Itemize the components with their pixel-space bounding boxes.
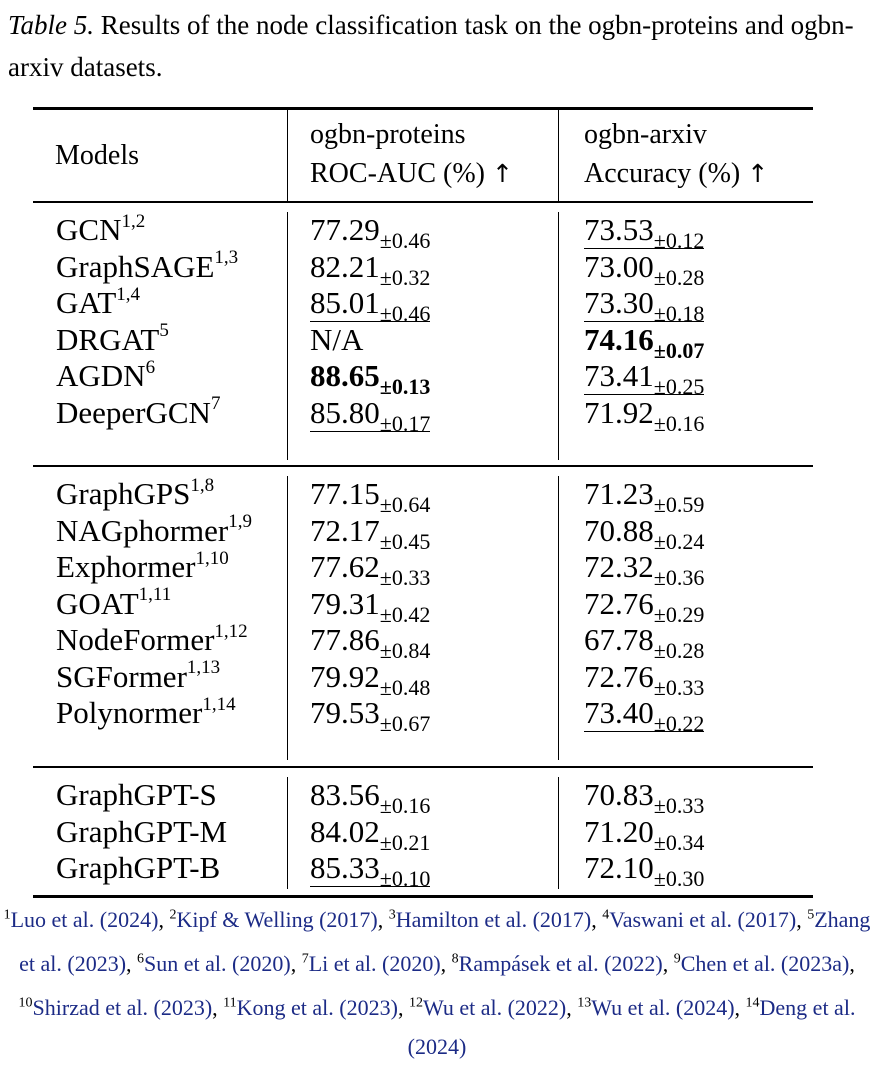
proteins-score: N/A [310, 321, 364, 357]
up-arrow-icon: ↑ [492, 159, 513, 188]
column-divider [287, 777, 288, 889]
proteins-score: $83.56_{\pm 0.16}$ [310, 777, 431, 818]
model-citation: 1,8 [190, 474, 215, 496]
model-name: SGFormer$^{1,13}$ [56, 657, 221, 694]
footnote: $^{10}$Shirzad et al. (2023) [18, 994, 213, 1020]
model-name: GraphGPT-S [56, 777, 217, 812]
model-name: GraphGPT-B [56, 850, 221, 885]
model-name: GOAT$^{1,11}$ [56, 584, 172, 621]
model-citation: 1,14 [202, 693, 236, 715]
footnote: $^7$Li et al. (2020) [301, 951, 441, 977]
citation-link[interactable]: Chen et al. (2023a) [680, 951, 850, 977]
proteins-score: $85.01_{\pm 0.46}$ [310, 285, 431, 326]
caption-text: Results of the node classification task on the ogbn-proteins and ogbn-arxiv datasets. [8, 10, 854, 82]
model-name: GraphGPT-M [56, 813, 228, 849]
citation-link[interactable]: Sun et al. (2020) [144, 951, 291, 977]
arxiv-score: $72.76_{\pm 0.33}$ [584, 658, 705, 700]
header-col2-metric: Accuracy (%) ↑ [584, 158, 769, 189]
model-citation: 7 [210, 393, 221, 415]
proteins-score: $72.17_{\pm 0.45}$ [310, 512, 431, 554]
proteins-score: $77.62_{\pm 0.33}$ [310, 549, 431, 590]
column-divider [287, 476, 288, 760]
model-name: GraphSAGE$^{1,3}$ [56, 247, 239, 284]
proteins-score: $77.29_{\pm 0.46}$ [310, 212, 431, 253]
column-divider [558, 777, 559, 889]
arxiv-score: $73.30_{\pm 0.18}$ [584, 285, 705, 326]
header-models: Models [55, 140, 139, 171]
arxiv-score: $70.88_{\pm 0.24}$ [584, 512, 705, 554]
model-citation: 1,9 [228, 511, 252, 533]
proteins-score: $79.92_{\pm 0.48}$ [310, 658, 431, 700]
footnote: $^9$Chen et al. (2023a) [673, 951, 850, 977]
header-col1-dataset: ogbn-proteins [310, 119, 466, 150]
footnote: $^3$Hamilton et al. (2017) [388, 907, 592, 933]
model-name: Exphormer$^{1,10}$ [56, 547, 229, 584]
arxiv-score: $71.23_{\pm 0.59}$ [584, 476, 705, 517]
top-rule [33, 107, 813, 110]
caption-label: Table 5. [8, 10, 95, 40]
citation-link[interactable]: Rampásek et al. (2022) [458, 951, 663, 977]
arxiv-score: $71.20_{\pm 0.34}$ [584, 813, 705, 855]
model-citation: 1,2 [121, 210, 146, 232]
citation-link[interactable]: Zhang et al. (2023) [19, 907, 871, 977]
model-name: Polynormer$^{1,14}$ [56, 693, 236, 730]
proteins-score: $88.65_{\pm 0.13}$ [310, 358, 431, 399]
footnote: $^5$Zhang et al. (2023) [19, 907, 871, 977]
citation-link[interactable]: Wu et al. (2024) [591, 994, 735, 1020]
header-col2-dataset: ogbn-arxiv [584, 119, 707, 150]
arxiv-score: $67.78_{\pm 0.28}$ [584, 622, 705, 663]
footnote: $^1$Luo et al. (2024) [3, 907, 159, 933]
model-name: NodeFormer$^{1,12}$ [56, 620, 248, 657]
arxiv-score: $72.32_{\pm 0.36}$ [584, 549, 705, 590]
citation-link[interactable]: Deng et al. (2024) [407, 994, 856, 1060]
model-citation: 1,10 [195, 547, 229, 569]
arxiv-score: $72.76_{\pm 0.29}$ [584, 585, 705, 627]
model-citation: 1,12 [214, 620, 248, 642]
column-divider [558, 212, 559, 460]
arxiv-score: $73.40_{\pm 0.22}$ [584, 695, 705, 736]
arxiv-score: $72.10_{\pm 0.30}$ [584, 850, 705, 891]
model-citation: 1,11 [138, 584, 172, 606]
model-name: GCN$^{1,2}$ [56, 210, 146, 247]
proteins-score: $82.21_{\pm 0.32}$ [310, 248, 431, 290]
arxiv-score: $73.53_{\pm 0.12}$ [584, 212, 705, 253]
model-name: NAGphormer$^{1,9}$ [56, 511, 252, 548]
citation-link[interactable]: Luo et al. (2024) [10, 907, 159, 933]
model-name: GAT$^{1,4}$ [56, 283, 141, 320]
footnote: $^8$Rampásek et al. (2022) [451, 951, 663, 977]
footnote: $^{11}$Kong et al. (2023) [223, 994, 398, 1020]
proteins-score: $77.86_{\pm 0.84}$ [310, 622, 431, 663]
footnote: $^2$Kipf & Welling (2017) [169, 907, 378, 933]
footnote: $^4$Vaswani et al. (2017) [602, 907, 797, 933]
footnote: $^{14}$Deng et al. (2024) [407, 994, 856, 1060]
arxiv-score: $73.00_{\pm 0.28}$ [584, 248, 705, 290]
group-rule-2 [33, 766, 813, 768]
model-name: DRGAT$^5$ [56, 320, 169, 357]
model-name: DeeperGCN$^7$ [56, 393, 221, 430]
model-citation: 5 [159, 320, 169, 342]
table-caption [8, 4, 868, 88]
column-divider [287, 107, 288, 203]
arxiv-score: $70.83_{\pm 0.33}$ [584, 777, 705, 818]
model-citation: 6 [145, 356, 156, 378]
footnote: $^6$Sun et al. (2020) [137, 951, 291, 977]
citation-link[interactable]: Kipf & Welling (2017) [176, 907, 378, 933]
model-name: AGDN$^6$ [56, 356, 156, 393]
citation-link[interactable]: Hamilton et al. (2017) [395, 907, 592, 933]
arxiv-score: $73.41_{\pm 0.25}$ [584, 358, 705, 399]
model-name: GraphGPS$^{1,8}$ [56, 474, 215, 511]
column-divider [558, 476, 559, 760]
citation-link[interactable]: Li et al. (2020) [308, 951, 441, 977]
model-citation: 1,4 [116, 283, 141, 305]
model-citation: 1,3 [214, 247, 239, 269]
column-divider [287, 212, 288, 460]
up-arrow-icon: ↑ [747, 159, 769, 188]
footnotes: $^1$Luo et al. (2024), $^2$Kipf & Welling (2017), $^3$Hamilton et al. (2017), $^4$Vaswani et al. (2017), $^5$Zhang et al. (2023), $^6$Sun et al. (2020), $^7$Li et al. (2020), $^8$Rampásek et al. (2022), $^9$Chen et al. (2023a), $^{10}$Shirzad et al. (2023), $^{11}$Kong et al. (2023), $^{12}$Wu et al. (2022), $^{13}$Wu et al. (2024), $^{14}$Deng et al. (2024) [3, 907, 871, 1060]
header-rule [33, 201, 813, 203]
proteins-score: $84.02_{\pm 0.21}$ [310, 813, 431, 855]
proteins-score: $77.15_{\pm 0.64}$ [310, 476, 431, 517]
group-rule-1 [33, 465, 813, 467]
model-citation: 1,13 [186, 657, 221, 679]
proteins-score: $79.31_{\pm 0.42}$ [310, 585, 431, 627]
column-divider [558, 107, 559, 203]
citation-link[interactable]: Kong et al. (2023) [236, 994, 398, 1020]
proteins-score: $85.33_{\pm 0.10}$ [310, 850, 431, 891]
arxiv-score: $71.92_{\pm 0.16}$ [584, 394, 705, 436]
footnote: $^{12}$Wu et al. (2022) [408, 994, 567, 1020]
arxiv-score: $74.16_{\pm 0.07}$ [584, 321, 705, 363]
citation-link[interactable]: Wu et al. (2022) [422, 994, 567, 1020]
proteins-score: $85.80_{\pm 0.17}$ [310, 394, 431, 436]
footnote: $^{13}$Wu et al. (2024) [577, 994, 735, 1020]
header-col1-metric: ROC-AUC (%) ↑ [310, 158, 513, 189]
citation-link[interactable]: Shirzad et al. (2023) [32, 994, 213, 1020]
proteins-score: $79.53_{\pm 0.67}$ [310, 695, 431, 736]
citation-link[interactable]: Vaswani et al. (2017) [609, 907, 797, 933]
